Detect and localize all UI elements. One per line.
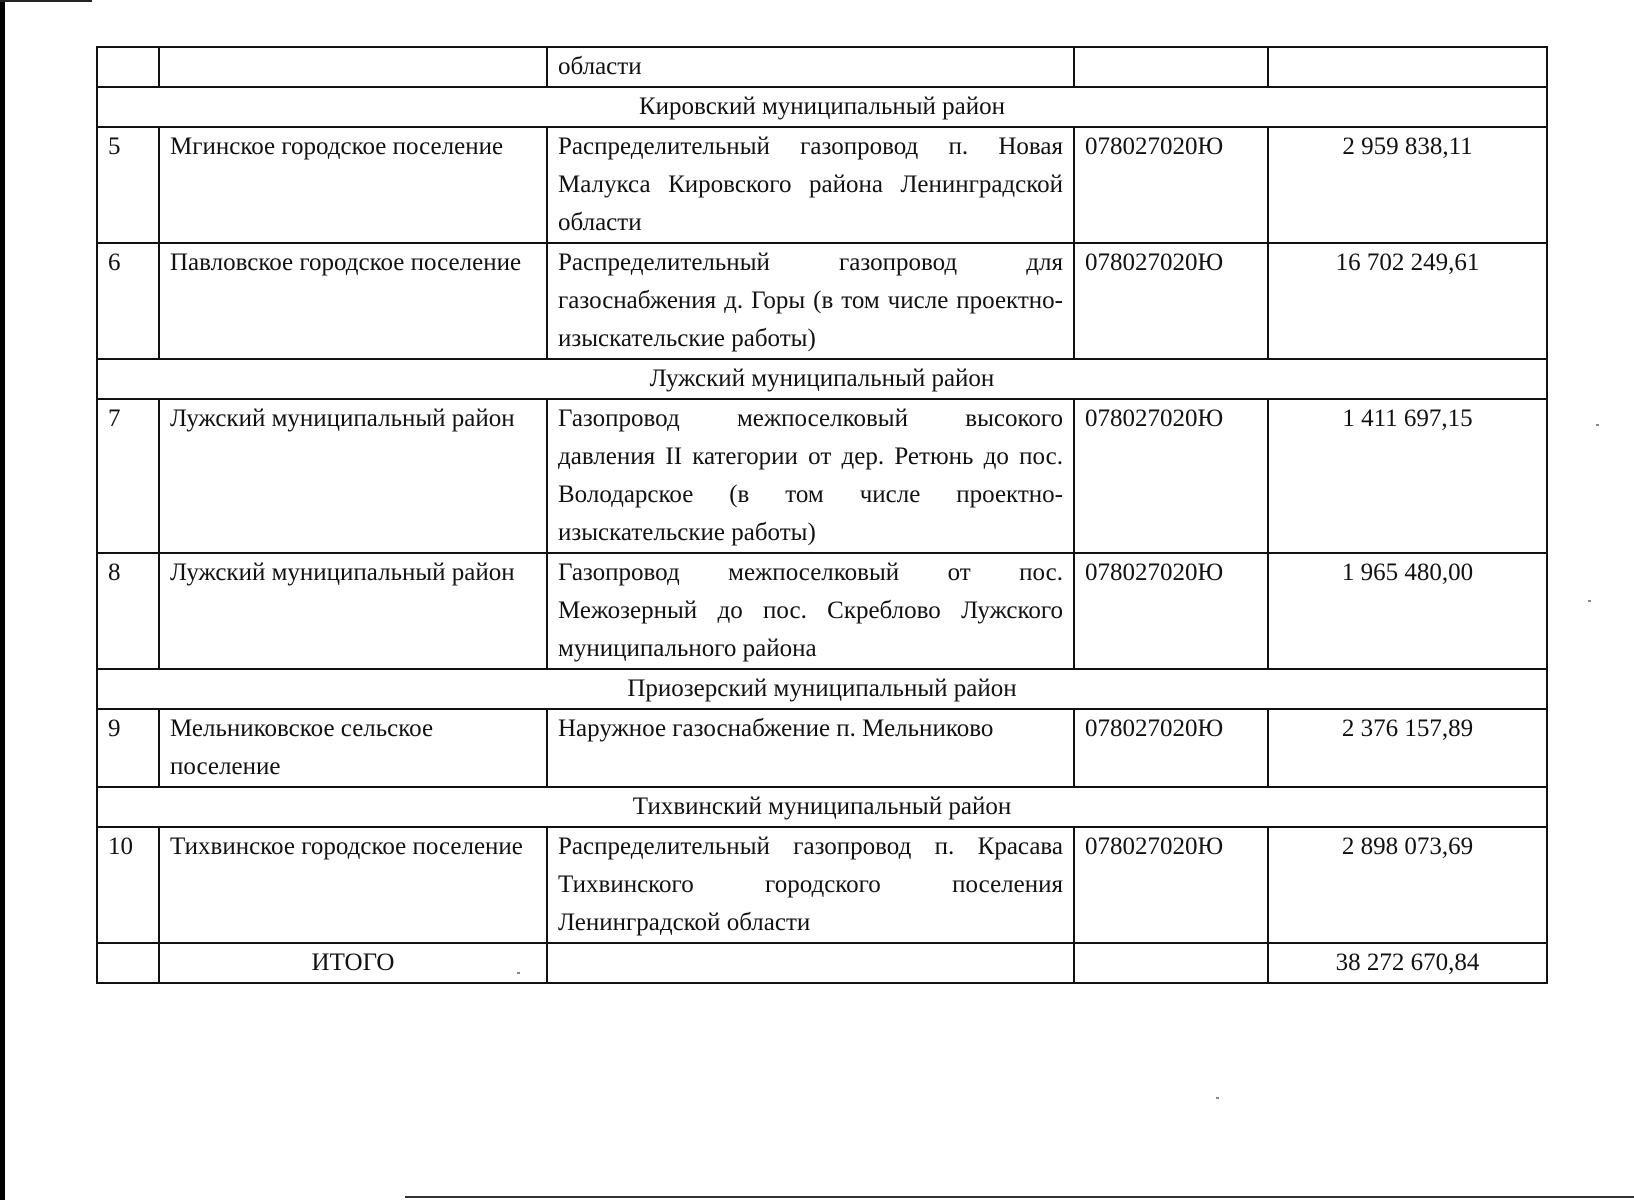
object-description-cell: Наружное газоснабжение п. Мельниково: [547, 709, 1074, 787]
amount-cell: 16 702 249,61: [1268, 243, 1547, 359]
settlement-cell: Мельниковское сельское поселение: [159, 709, 547, 787]
table-row: [97, 243, 1547, 359]
scan-speck: [1596, 424, 1599, 426]
district-header-row: [97, 87, 1547, 127]
scan-speck: [1588, 600, 1591, 602]
row-number-cell: [97, 943, 159, 983]
object-description-cell: области: [547, 47, 1074, 87]
budget-code-cell: 078027020Ю: [1074, 243, 1268, 359]
budget-code-cell: [1074, 943, 1268, 983]
table-row: [97, 47, 1547, 87]
budget-code-cell: 078027020Ю: [1074, 827, 1268, 943]
object-description-cell: Распределительный газопровод для газоснабжения д. Горы (в том числе проектно-изыскательские работы): [547, 243, 1074, 359]
amount-cell: [1268, 47, 1547, 87]
amount-cell: 2 959 838,11: [1268, 127, 1547, 243]
object-description-cell: [547, 943, 1074, 983]
table-row: [97, 709, 1547, 787]
budget-code-cell: 078027020Ю: [1074, 553, 1268, 669]
district-header-row: [97, 359, 1547, 399]
settlement-cell: Лужский муниципальный район: [159, 553, 547, 669]
amount-cell: 1 411 697,15: [1268, 399, 1547, 553]
district-header-row: [97, 669, 1547, 709]
district-title: Приозерский муниципальный район: [97, 669, 1547, 709]
row-number-cell: 6: [97, 243, 159, 359]
budget-code-cell: [1074, 47, 1268, 87]
district-title: Тихвинский муниципальный район: [97, 787, 1547, 827]
district-title: Лужский муниципальный район: [97, 359, 1547, 399]
amount-cell: 2 898 073,69: [1268, 827, 1547, 943]
amount-cell: 1 965 480,00: [1268, 553, 1547, 669]
row-number-cell: 10: [97, 827, 159, 943]
object-description-cell: Газопровод межпоселковый от пос. Межозерный до пос. Скреблово Лужского муниципального района: [547, 553, 1074, 669]
district-header-row: [97, 787, 1547, 827]
district-title: Кировский муниципальный район: [97, 87, 1547, 127]
table-row: [97, 127, 1547, 243]
object-description-cell: Газопровод межпоселковый высокого давления II категории от дер. Ретюнь до пос. Володарское (в том числе проектно-изыскательские работы): [547, 399, 1074, 553]
row-number-cell: 5: [97, 127, 159, 243]
table-row: [97, 553, 1547, 669]
row-number-cell: 8: [97, 553, 159, 669]
settlement-cell: [159, 47, 547, 87]
table-row: [97, 827, 1547, 943]
row-number-cell: 9: [97, 709, 159, 787]
budget-code-cell: 078027020Ю: [1074, 399, 1268, 553]
object-description-cell: Распределительный газопровод п. Красава Тихвинского городского поселения Ленинградской области: [547, 827, 1074, 943]
scan-edge: [0, 0, 5, 1200]
budget-code-cell: 078027020Ю: [1074, 709, 1268, 787]
scan-mark-top: [0, 0, 92, 2]
scan-speck: [1216, 1097, 1219, 1099]
object-description-cell: Распределительный газопровод п. Новая Малукса Кировского района Ленинградской области: [547, 127, 1074, 243]
row-number-cell: 7: [97, 399, 159, 553]
table-row: [97, 399, 1547, 553]
row-number-cell: [97, 47, 159, 87]
settlement-cell: Павловское городское поселение: [159, 243, 547, 359]
total-label: ИТОГО: [159, 943, 547, 983]
gas-pipeline-funding-table: [96, 46, 1548, 984]
settlement-cell: Мгинское городское поселение: [159, 127, 547, 243]
amount-cell: 2 376 157,89: [1268, 709, 1547, 787]
total-row: [97, 943, 1547, 983]
scan-mark-bottom: [405, 1196, 1634, 1198]
budget-code-cell: 078027020Ю: [1074, 127, 1268, 243]
settlement-cell: Тихвинское городское поселение: [159, 827, 547, 943]
settlement-cell: Лужский муниципальный район: [159, 399, 547, 553]
total-amount: 38 272 670,84: [1268, 943, 1547, 983]
